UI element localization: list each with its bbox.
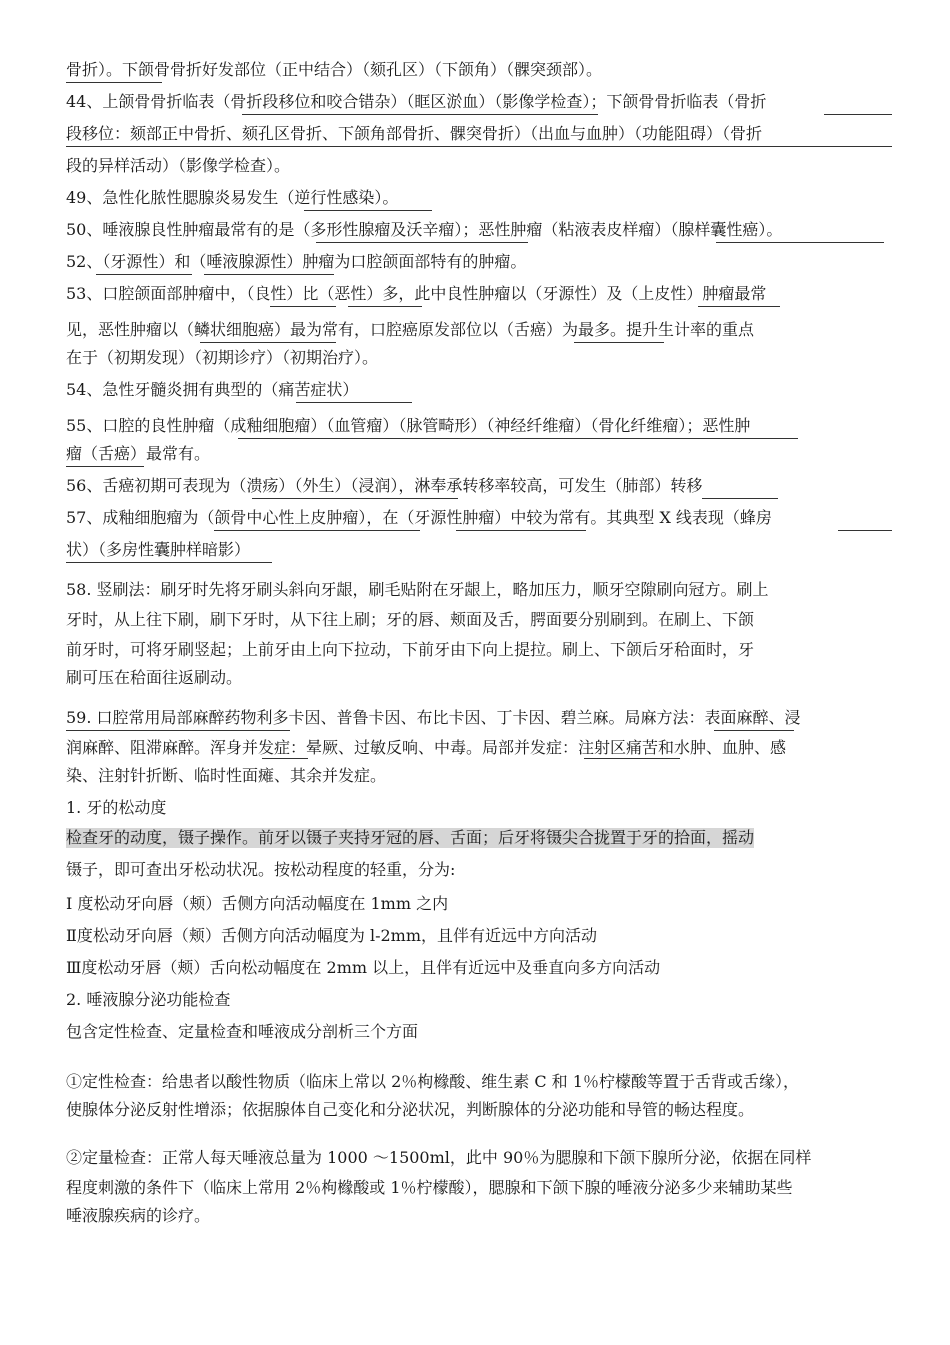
- text-line: 在于（初期发现）（初期诊疗）（初期治疗）。: [66, 348, 379, 367]
- text-line: 见，恶性肿瘤以（鳞状细胞癌）最为常有，口腔癌原发部位以（舌癌）为最多。提升生计率的重点: [66, 320, 755, 339]
- text-line: 润麻醉、阻滞麻醉。浑身并发症：晕厥、过敏反响、中毒。局部并发症：注射区痛苦和水肿、血肿、感: [66, 738, 787, 757]
- text-line: 瘤（舌癌）最常有。: [66, 444, 211, 463]
- text-line: 49、急性化脓性腮腺炎易发生（逆行性感染）。: [66, 188, 399, 207]
- underline: [702, 498, 778, 499]
- text-line: 程度刺激的条件下（临床上常用 2％枸橼酸或 1％柠檬酸），腮腺和下颌下腺的唾液分泌多少来辅助某些: [66, 1178, 793, 1197]
- underline: [838, 530, 892, 531]
- underline: [66, 466, 144, 467]
- text-line: Ⅲ度松动牙唇（颊）舌向松动幅度在 2mm 以上，且伴有近远中及垂直向多方向活动: [66, 958, 661, 977]
- underline: [242, 114, 598, 115]
- underline: [66, 730, 290, 731]
- text-line: ①定性检查：给患者以酸性物质（临床上常以 2％枸橼酸、维生素 C 和 1％柠檬酸等置于舌背或舌缘），: [66, 1072, 799, 1091]
- text-line: 染、注射针折断、临时性面瘫、其余并发症。: [66, 766, 387, 785]
- text-line: 状）（多房性囊肿样暗影）: [66, 540, 251, 559]
- underline: [456, 530, 586, 531]
- underline: [270, 306, 336, 307]
- underline: [574, 342, 664, 343]
- text-line: 55、口腔的良性肿瘤（成釉细胞瘤）（血管瘤）（脉管畸形）（神经纤维瘤）（骨化纤维瘤）；恶性肿: [66, 416, 751, 435]
- text-line: 段的异样活动）（影像学检查）。: [66, 156, 291, 175]
- underline: [584, 758, 680, 759]
- text-line: 52、（牙源性）和（唾液腺源性）肿瘤为口腔颌面部特有的肿瘤。: [66, 252, 527, 271]
- underline: [252, 498, 458, 499]
- underline: [348, 306, 422, 307]
- text-line: 50、唾液腺良性肿瘤最常有的是（多形性腺瘤及沃辛瘤）；恶性肿瘤（粘液表皮样瘤）（腺样囊性癌）。: [66, 220, 783, 239]
- text-line: 段移位：颏部正中骨折、颏孔区骨折、下颌角部骨折、髁突骨折）（出血与血肿）（功能阻碍）（骨折: [66, 124, 763, 143]
- underline: [824, 114, 892, 115]
- underline: [304, 210, 432, 211]
- underline: [66, 562, 272, 563]
- underline: [714, 730, 794, 731]
- text-line: 唾液腺疾病的诊疗。: [66, 1206, 211, 1225]
- underline: [200, 342, 336, 343]
- text-line: 54、急性牙髓炎拥有典型的（痛苦症状）: [66, 380, 359, 399]
- text-line: 包含定性检查、定量检查和唾液成分剖析三个方面: [66, 1022, 419, 1041]
- underline: [716, 242, 884, 243]
- underline: [296, 402, 412, 403]
- text-line: 58. 竖刷法：刷牙时先将牙刷头斜向牙龈，刷毛贴附在牙龈上，略加压力，顺牙空隙刷向冠方。刷上: [66, 580, 769, 599]
- underline: [316, 242, 528, 243]
- text-line: 59. 口腔常用局部麻醉药物利多卡因、普鲁卡因、布比卡因、丁卡因、碧兰麻。局麻方法：表面麻醉、浸: [66, 708, 801, 727]
- underline: [262, 758, 308, 759]
- text-line: 53、口腔颌面部肿瘤中，（良性）比（恶性）多，此中良性肿瘤以（牙源性）及（上皮性）肿瘤最常: [66, 284, 767, 303]
- text-line: Ⅱ度松动牙向唇（颊）舌侧方向活动幅度为 l-2mm，且伴有近远中方向活动: [66, 926, 598, 945]
- text-line: 前牙时，可将牙刷竖起；上前牙由上向下拉动，下前牙由下向上提拉。刷上、下颌后牙秴面时，牙: [66, 640, 755, 659]
- text-line: 57、成釉细胞瘤为（颌骨中心性上皮肿瘤），在（牙源性肿瘤）中较为常有。其典型 X 线表现（蜂房: [66, 508, 772, 527]
- section-heading: 2. 唾液腺分泌功能检查: [66, 990, 231, 1009]
- text-line: 使腺体分泌反射性增添；依据腺体自己变化和分泌状况，判断腺体的分泌功能和导管的畅达程度。: [66, 1100, 755, 1119]
- text-line: I 度松动牙向唇（颊）舌侧方向活动幅度在 1mm 之内: [66, 894, 449, 913]
- text-line: 刷可压在秴面往返刷动。: [66, 668, 243, 687]
- text-line: 牙时，从上往下刷，刷下牙时，从下往上刷；牙的唇、颊面及舌，腭面要分别刷到。在刷上、下颌: [66, 610, 755, 629]
- text-line: 56、舌癌初期可表现为（溃疡）（外生）（浸润），淋奉承转移率较高，可发生（肺部）转移: [66, 476, 703, 495]
- text-line: 骨折）。下颌骨骨折好发部位（正中结合）（颏孔区）（下颌角）（髁突颈部）。: [66, 60, 603, 79]
- underline: [214, 530, 420, 531]
- text-line: 44、上颌骨骨折临表（骨折段移位和咬合错杂）（眶区淤血）（影像学检查）；下颌骨骨折临表（骨折: [66, 92, 767, 111]
- underline: [66, 146, 892, 147]
- underline: [238, 438, 798, 439]
- text-line: 镊子，即可查出牙松动状况。按松动程度的轻重，分为:: [66, 860, 456, 879]
- underline: [96, 274, 192, 275]
- text-line: ②定量检查：正常人每天唾液总量为 1000 ～1500ml，此中 90％为腮腺和下颌下腺所分泌，依据在同样: [66, 1148, 812, 1167]
- section-heading: 1. 牙的松动度: [66, 798, 167, 817]
- underline: [66, 82, 162, 83]
- underline: [698, 306, 780, 307]
- underline: [204, 274, 334, 275]
- text-line: 检查牙的动度，镊子操作。前牙以镊子夹持牙冠的唇、舌面；后牙将镊尖合拢置于牙的拾面，摇动: [66, 828, 755, 847]
